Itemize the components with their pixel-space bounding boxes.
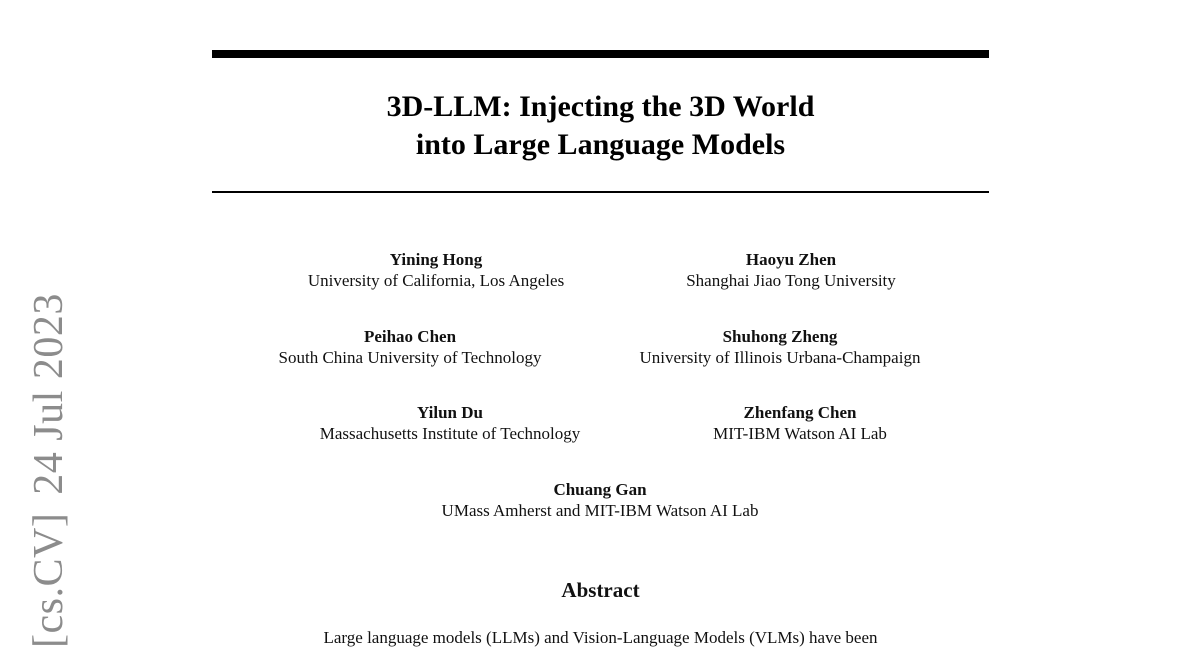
arxiv-category: [cs.CV]	[26, 512, 72, 648]
author-affiliation: UMass Amherst and MIT-IBM Watson AI Lab	[441, 501, 759, 520]
author-block	[260, 402, 640, 445]
paper-title	[212, 88, 989, 164]
arxiv-side-stamp	[26, 293, 72, 648]
author-name: Chuang Gan	[553, 480, 647, 499]
author-name: Zhenfang Chen	[743, 403, 857, 422]
author-affiliation: Massachusetts Institute of Technology	[319, 424, 581, 443]
author-affiliation: Shanghai Jiao Tong University	[686, 271, 896, 290]
author-affiliation: University of Illinois Urbana-Champaign	[639, 348, 921, 367]
abstract-heading: Abstract	[561, 578, 640, 602]
arxiv-date: 24 Jul 2023	[26, 293, 72, 495]
author-block	[246, 249, 626, 292]
author-block	[610, 402, 990, 445]
author-block	[590, 326, 970, 369]
title-bottom-rule	[212, 191, 989, 193]
author-name: Peihao Chen	[363, 327, 457, 346]
paper-title-line-2: into Large Language Models	[415, 128, 786, 161]
author-block	[601, 249, 981, 292]
author-name: Shuhong Zheng	[722, 327, 838, 346]
author-name: Yining Hong	[389, 250, 483, 269]
author-block	[400, 479, 800, 522]
abstract-text: Large language models (LLMs) and Vision-Language Models (VLMs) have been	[323, 628, 878, 647]
top-thick-rule	[212, 50, 989, 58]
author-affiliation: University of California, Los Angeles	[307, 271, 565, 290]
author-block	[220, 326, 600, 369]
author-affiliation: South China University of Technology	[278, 348, 542, 367]
author-name: Haoyu Zhen	[745, 250, 837, 269]
author-name: Yilun Du	[417, 403, 483, 422]
author-affiliation: MIT-IBM Watson AI Lab	[713, 424, 887, 443]
paper-title-line-1: 3D-LLM: Injecting the 3D World	[386, 90, 815, 123]
